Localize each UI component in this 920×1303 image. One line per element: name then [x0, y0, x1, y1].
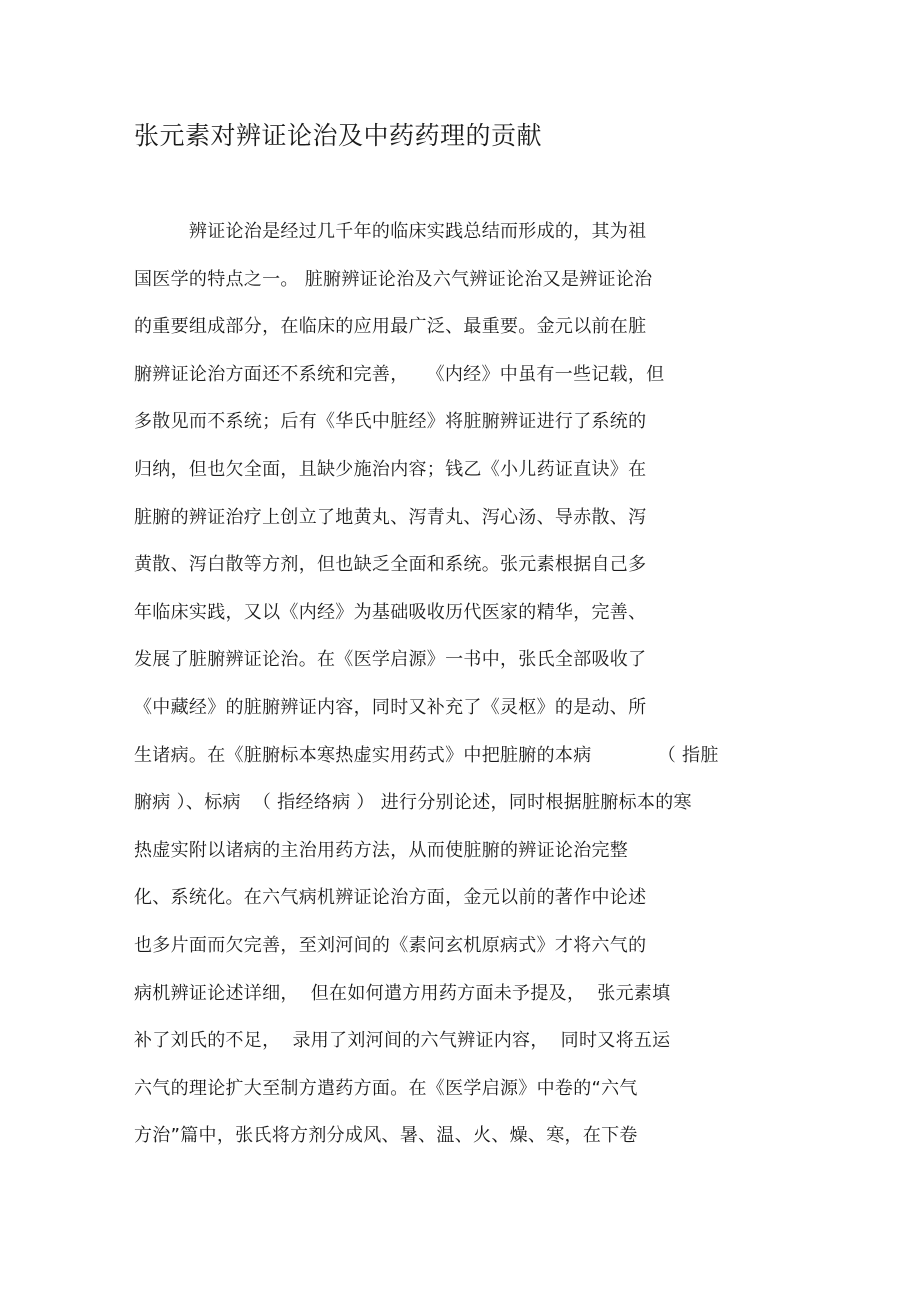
body-line: 《中藏经》的脏腑辨证内容，同时又补充了《灵枢》的是动、所 [134, 696, 647, 718]
body-line: 的重要组成部分，在临床的应用最广泛、最重要。金元以前在脏 [134, 316, 647, 338]
body-line: 年临床实践，又以《内经》为基础吸收历代医家的精华，完善、 [134, 601, 647, 623]
body-line: 也多片面而欠完善，至刘河间的《素问玄机原病式》才将六气的 [134, 934, 647, 956]
body-line: 发展了脏腑辨证论治。在《医学启源》一书中，张氏全部吸收了 [134, 649, 647, 671]
body-line: 热虚实附以诸病的主治用药方法，从而使脏腑的辨证论治完整 [134, 839, 629, 861]
document-title: 张元素对辨证论治及中药药理的贡献 [134, 121, 543, 150]
body-line: 病机辨证论述详细， 但在如何遣方用药方面未予提及， 张元素填 [134, 982, 671, 1004]
document-body [134, 214, 794, 1166]
body-line: 生诸病。在《脏腑标本寒热虚实用药式》中把脏腑的本病 （ 指脏 [134, 744, 719, 766]
body-line: 归纳，但也欠全面，且缺少施治内容；钱乙《小儿药证直诀》在 [134, 458, 647, 480]
body-line: 化、系统化。在六气病机辨证论治方面，金元以前的著作中论述 [134, 887, 647, 909]
body-line: 六气的理论扩大至制方遣药方面。在《医学启源》中卷的“六气 [134, 1077, 638, 1099]
body-line: 辨证论治是经过几千年的临床实践总结而形成的，其为祖 [134, 221, 647, 242]
body-line: 国医学的特点之一。 脏腑辨证论治及六气辨证论治又是辨证论治 [134, 268, 653, 290]
body-line: 多散见而不系统；后有《华氏中脏经》将脏腑辨证进行了系统的 [134, 411, 647, 433]
body-line: 腑辨证论治方面还不系统和完善， 《内经》中虽有一些记载，但 [134, 363, 665, 385]
body-line: 黄散、泻白散等方剂，但也缺乏全面和系统。张元素根据自己多 [134, 554, 647, 576]
body-line: 腑病 ）、标病 （ 指经络病 ） 进行分别论述，同时根据脏腑标本的寒 [134, 792, 692, 814]
body-line: 方治”篇中，张氏将方剂分成风、暑、温、火、燥、寒，在下卷 [134, 1125, 638, 1147]
body-line: 补了刘氏的不足， 录用了刘河间的六气辨证内容， 同时又将五运 [134, 1030, 671, 1052]
body-line: 脏腑的辨证治疗上创立了地黄丸、泻青丸、泻心汤、导赤散、泻 [134, 506, 647, 528]
